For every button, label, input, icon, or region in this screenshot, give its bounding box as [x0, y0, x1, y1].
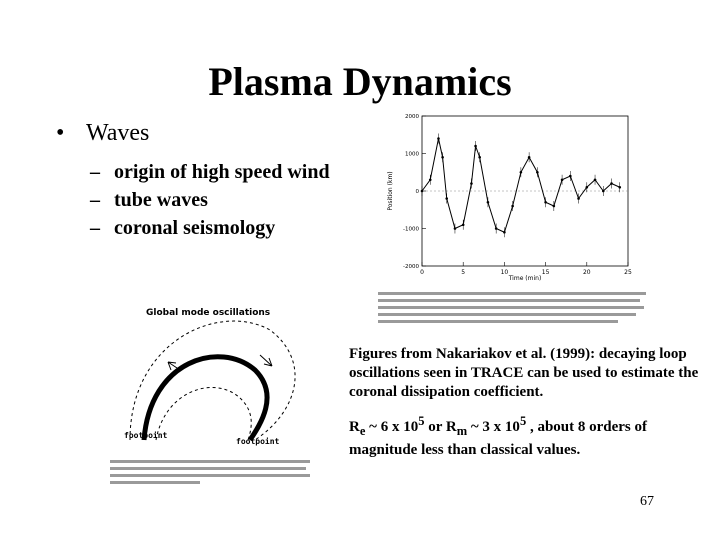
diagram-caption-smudge [110, 460, 310, 484]
subbullet-dash: – [90, 217, 100, 239]
bullet-list [56, 118, 376, 240]
footpoint-label-right: footpoint [236, 437, 280, 446]
subbullet-item [56, 216, 376, 240]
x-tick-label: 15 [541, 269, 550, 276]
arrow-right [260, 355, 272, 366]
loop-oscillation-diagram [110, 300, 322, 488]
subbullet-text: coronal seismology [114, 217, 276, 239]
x-axis-label: Time (min) [508, 275, 542, 282]
loop-thick [144, 357, 267, 440]
y-axis-label: Position (km) [387, 171, 394, 211]
x-tick-label: 5 [461, 269, 466, 276]
plot-frame [422, 116, 628, 266]
x-tick-label: 20 [582, 269, 591, 276]
figures-description: Figures from Nakariakov et al. (1999): decaying loop oscillations seen in TRACE can be used to estimate the coronal dissipation coefficient. [349, 346, 699, 400]
x-tick-label: 25 [624, 269, 632, 276]
x-tick-label: 10 [500, 269, 509, 276]
footpoint-label-left: footpoint [124, 431, 168, 440]
subbullet-dash: – [90, 161, 100, 183]
oscillation-chart [378, 104, 650, 332]
subbullet-text: tube waves [114, 189, 208, 211]
series-points [421, 134, 621, 238]
y-tick-label: -1000 [403, 226, 419, 233]
subbullet-item [56, 160, 376, 184]
bullet-dot: • [56, 120, 65, 146]
y-tick-label: 0 [415, 189, 419, 195]
subbullet-item [56, 188, 376, 212]
figure-caption-smudge [378, 292, 646, 323]
y-tick-label: -2000 [403, 264, 419, 270]
bullet-text: Waves [86, 120, 150, 146]
subbullet-dash: – [90, 189, 100, 211]
page-number: 67 [640, 494, 654, 509]
slide-title: Plasma Dynamics [208, 59, 512, 104]
loop-outer-dashed [130, 321, 295, 440]
x-tick-label: 0 [420, 269, 424, 276]
caption-block [349, 345, 709, 460]
arrow-left [168, 362, 180, 370]
subbullet-text: origin of high speed wind [114, 161, 330, 183]
loop-inner-dashed [156, 387, 251, 440]
diagram-title: Global mode oscillations [146, 308, 271, 318]
reynolds-text: $R_e$ ~ 6 x $10^5$ or $R_m$ ~ 3 x $10^5$ , about 8 orders of magnitude less than classical values. [349, 414, 648, 458]
series-line [422, 139, 620, 233]
bullet-item [56, 118, 376, 148]
y-tick-label: 1000 [405, 151, 419, 158]
y-tick-label: 2000 [405, 114, 419, 120]
